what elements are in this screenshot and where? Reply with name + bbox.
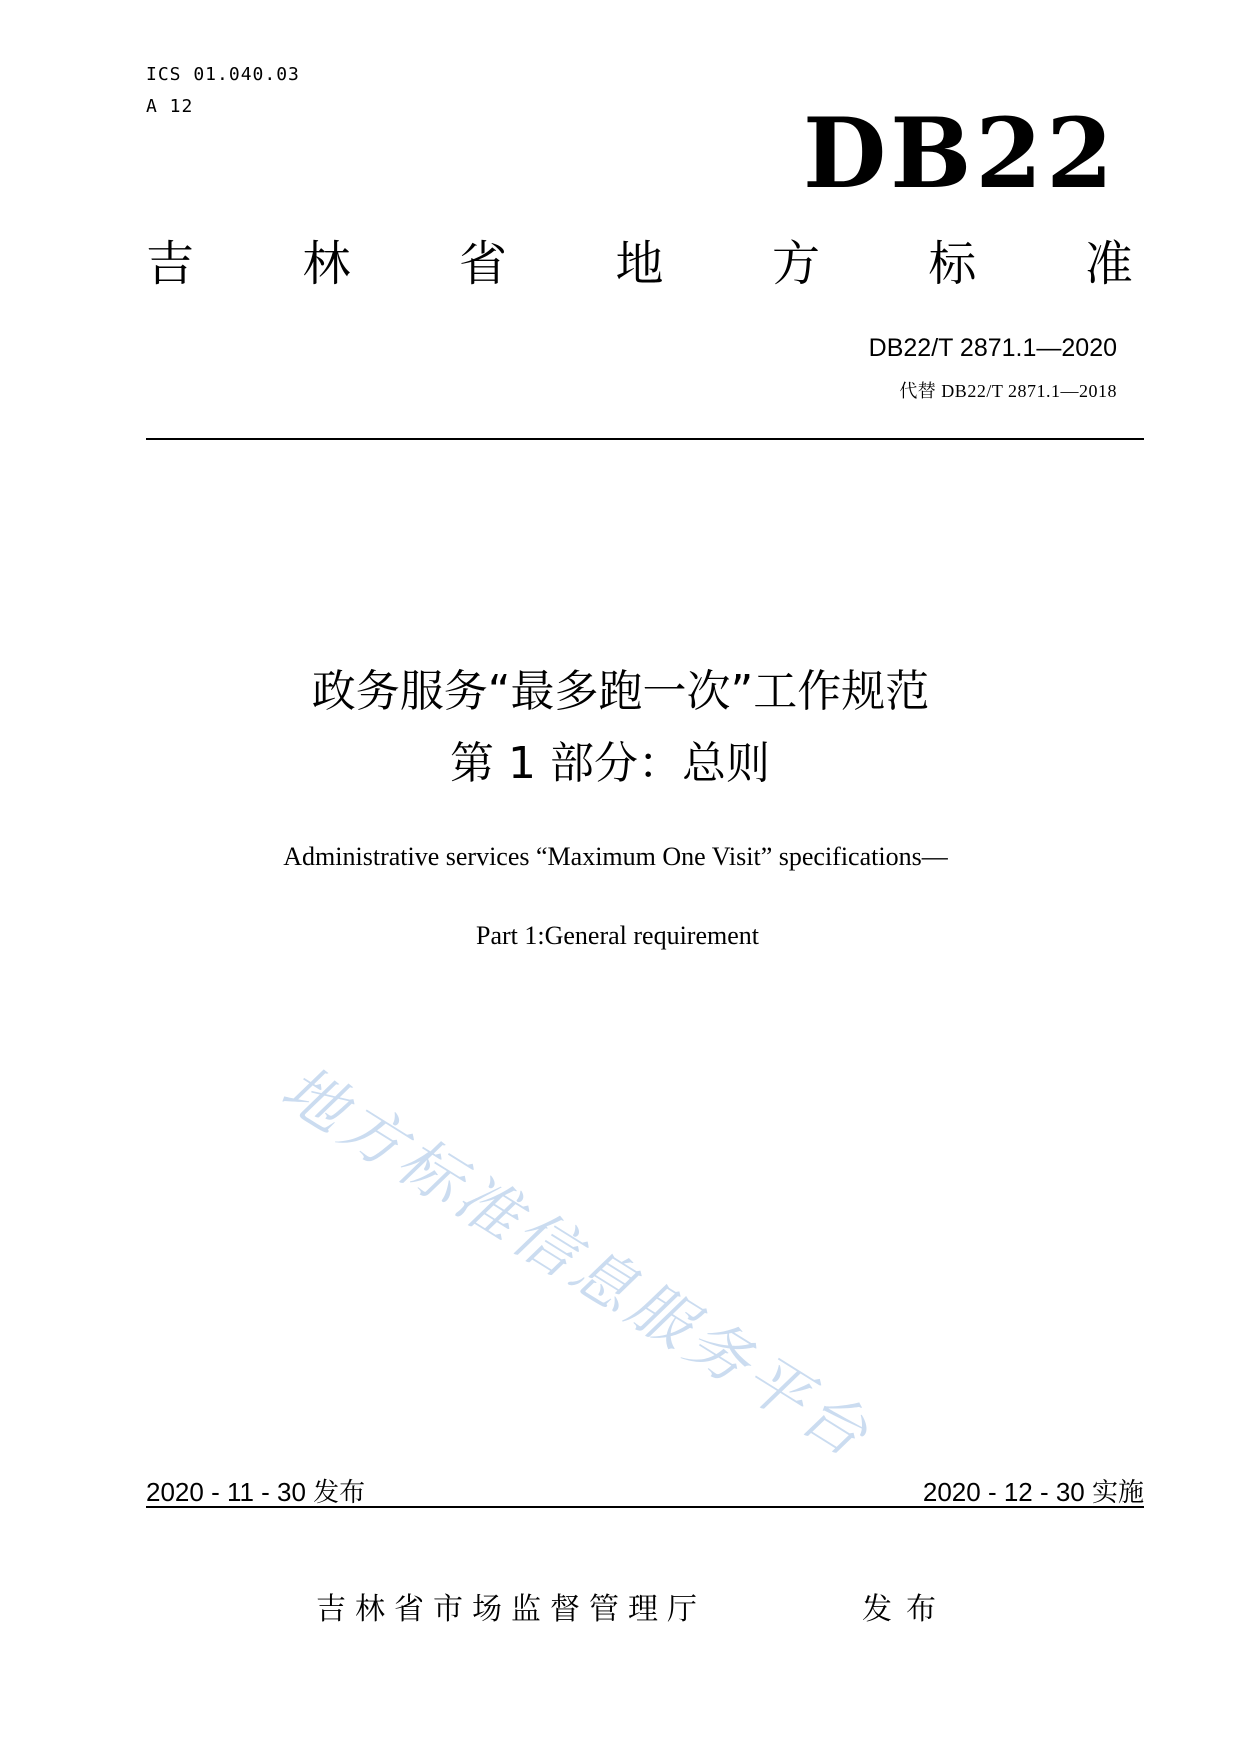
standard-type-char: 标: [928, 236, 977, 292]
standard-number: DB22/T 2871.1—2020: [868, 334, 1117, 362]
standard-type-char: 地: [615, 236, 664, 292]
watermark-text: 地方标准信息服务平台: [269, 1051, 885, 1474]
standard-type-char: 省: [458, 236, 507, 292]
title-en-line2: Part 1:General requirement: [476, 921, 759, 950]
standard-type-char: 林: [302, 236, 351, 292]
implementation-date: 2020 - 12 - 30 实施: [922, 1477, 1144, 1507]
title-zh-line2: 第 1 部分：总则: [450, 738, 770, 789]
issuing-authority: 吉林省市场监督管理厅: [316, 1592, 706, 1627]
issue-label: 发布: [862, 1592, 950, 1627]
standard-type-char: 方: [771, 236, 820, 292]
header-divider: [146, 438, 1144, 440]
title-en-line1: Administrative services “Maximum One Visit” specifications—: [283, 842, 948, 871]
footer-divider: [146, 1506, 1144, 1508]
ics-code: ICS 01.040.03: [146, 64, 300, 85]
replaces-note: 代替 DB22/T 2871.1—2018: [899, 381, 1117, 401]
classification-code: A 12: [146, 96, 194, 117]
title-zh-line1: 政务服务“最多跑一次”工作规范: [311, 666, 930, 717]
standard-type-heading: [146, 236, 1133, 292]
standard-type-char: 准: [1084, 236, 1133, 292]
standard-logo: DB22: [803, 97, 1117, 210]
issue-date: 2020 - 11 - 30 发布: [146, 1477, 366, 1507]
standard-type-char: 吉: [146, 236, 195, 292]
